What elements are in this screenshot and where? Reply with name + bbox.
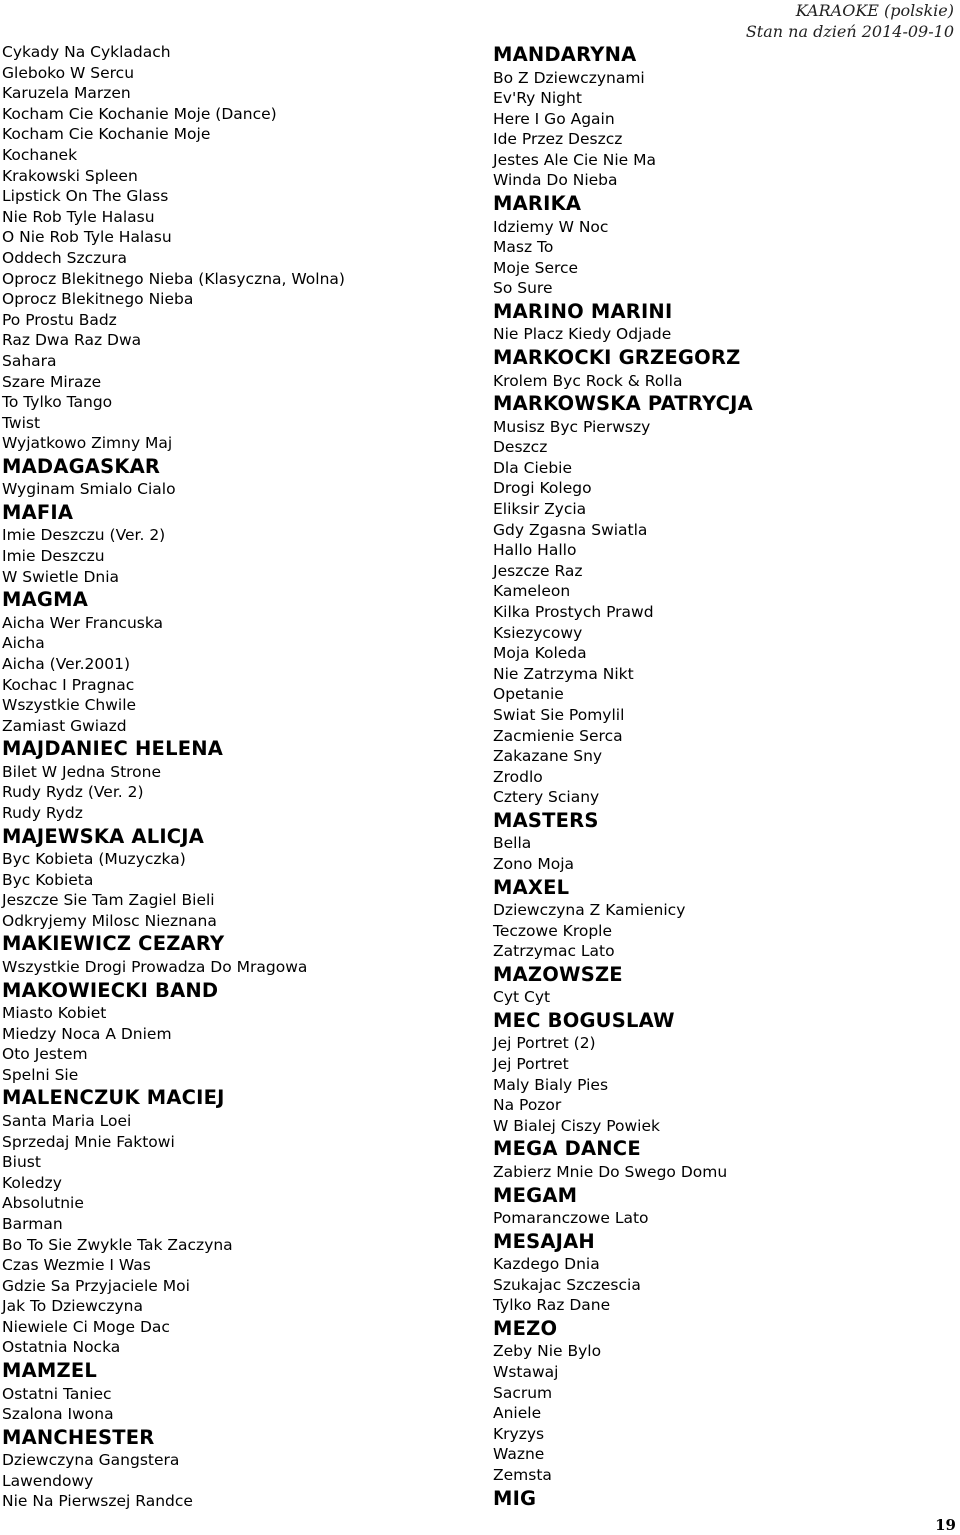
artist-heading: MAMZEL	[2, 1359, 97, 1383]
artist-heading: MAFIA	[2, 500, 74, 524]
song-title: Zatrzymac Lato	[493, 942, 615, 961]
song-title: To Tylko Tango	[2, 393, 113, 412]
song-title: Gleboko W Sercu	[2, 63, 135, 82]
song-title: Odkryjemy Milosc Nieznana	[2, 911, 217, 930]
song-title: Nie Zatrzyma Nikt	[493, 664, 634, 683]
artist-heading: MARINO MARINI	[493, 299, 673, 323]
song-title: Idziemy W Noc	[493, 217, 609, 236]
song-title: Kazdego Dnia	[493, 1255, 600, 1274]
song-title: Wszystkie Drogi Prowadza Do Mragowa	[2, 957, 308, 976]
song-title: Niewiele Ci Moge Dac	[2, 1317, 170, 1336]
song-title: Drogi Kolego	[493, 479, 592, 498]
song-title: Kochac I Pragnac	[2, 675, 135, 694]
artist-heading: MASTERS	[493, 808, 599, 832]
song-title: Kochanek	[2, 145, 78, 164]
song-title: Hallo Hallo	[493, 541, 577, 560]
artist-heading: MANCHESTER	[2, 1425, 155, 1449]
left-column	[2, 42, 472, 1512]
song-title: Wyjatkowo Zimny Maj	[2, 434, 173, 453]
song-title: Imie Deszczu	[2, 547, 105, 566]
song-title: Lipstick On The Glass	[2, 187, 169, 206]
song-title: Na Pozor	[493, 1096, 562, 1115]
song-title: Jej Portret	[493, 1055, 569, 1074]
song-title: O Nie Rob Tyle Halasu	[2, 228, 172, 247]
header-date: Stan na dzień 2014-09-10	[745, 22, 954, 41]
song-title: Kocham Cie Kochanie Moje (Dance)	[2, 104, 277, 123]
artist-heading: MEC BOGUSLAW	[493, 1008, 675, 1032]
song-title: Dziewczyna Gangstera	[2, 1451, 180, 1470]
song-title: Kameleon	[493, 582, 571, 601]
song-title: Ev'Ry Night	[493, 89, 582, 108]
artist-heading: MARKOWSKA PATRYCJA	[493, 392, 753, 416]
song-title: Twist	[2, 413, 41, 432]
song-title: Miedzy Noca A Dniem	[2, 1024, 172, 1043]
song-title: Gdzie Sa Przyjaciele Moi	[2, 1276, 190, 1295]
song-title: Zeby Nie Bylo	[493, 1342, 602, 1361]
song-title: Deszcz	[493, 438, 548, 457]
artist-heading: MAXEL	[493, 875, 570, 899]
song-title: Zrodlo	[493, 767, 543, 786]
right-column	[493, 42, 953, 1511]
song-title: Jeszcze Sie Tam Zagiel Bieli	[2, 891, 215, 910]
song-title: Maly Bialy Pies	[493, 1075, 609, 1094]
song-title: Szare Miraze	[2, 372, 102, 391]
song-title: Sahara	[2, 351, 57, 370]
artist-heading: MAKOWIECKI BAND	[2, 978, 219, 1002]
song-title: Krolem Byc Rock & Rolla	[493, 371, 683, 390]
artist-heading: MEZO	[493, 1316, 558, 1340]
song-title: Gdy Zgasna Swiatla	[493, 520, 648, 539]
song-title: Ksiezycowy	[493, 623, 583, 642]
song-title: Oprocz Blekitnego Nieba	[2, 290, 194, 309]
song-title: Nie Placz Kiedy Odjade	[493, 325, 672, 344]
song-title: Aicha Wer Francuska	[2, 613, 164, 632]
song-title: Zakazane Sny	[493, 747, 603, 766]
song-title: Sprzedaj Mnie Faktowi	[2, 1132, 175, 1151]
song-title: Pomaranczowe Lato	[493, 1209, 649, 1228]
song-title: Ide Przez Deszcz	[493, 130, 623, 149]
song-title: Eliksir Zycia	[493, 500, 587, 518]
song-title: Jej Portret (2)	[493, 1034, 596, 1053]
song-title: Bo To Sie Zwykle Tak Zaczyna	[2, 1235, 233, 1254]
artist-heading: MAGMA	[2, 588, 88, 612]
song-title: Cyt Cyt	[493, 988, 551, 1007]
artist-heading: MIG	[493, 1486, 537, 1510]
song-title: Lawendowy	[2, 1471, 94, 1490]
song-title: Winda Do Nieba	[493, 171, 618, 190]
song-title: Santa Maria Loei	[2, 1111, 132, 1130]
artist-heading: MALENCZUK MACIEJ	[2, 1086, 225, 1110]
song-title: Zemsta	[493, 1465, 552, 1484]
song-title: Czas Wezmie I Was	[2, 1256, 151, 1275]
song-title: Oto Jestem	[2, 1045, 88, 1064]
song-title: Masz To	[493, 238, 554, 257]
song-title: Jak To Dziewczyna	[2, 1297, 143, 1316]
artist-heading: MARIKA	[493, 192, 582, 216]
song-title: Bilet W Jedna Strone	[2, 762, 162, 781]
song-title: So Sure	[493, 279, 553, 298]
page-header	[746, 0, 954, 42]
song-title: Nie Na Pierwszej Randce	[2, 1492, 193, 1511]
song-title: Aicha	[2, 634, 45, 653]
song-title: Jestes Ale Cie Nie Ma	[493, 150, 656, 169]
song-title: Sacrum	[493, 1383, 553, 1402]
song-title: Opetanie	[493, 685, 564, 704]
song-title: Szalona Iwona	[2, 1405, 114, 1424]
song-title: Barman	[2, 1214, 63, 1233]
artist-heading: MAKIEWICZ CEZARY	[2, 932, 225, 956]
song-title: Zabierz Mnie Do Swego Domu	[493, 1162, 728, 1181]
song-title: Szukajac Szczescia	[493, 1275, 641, 1294]
artist-heading: MANDARYNA	[493, 43, 637, 66]
song-title: Rudy Rydz (Ver. 2)	[2, 783, 144, 802]
song-title: Absolutnie	[2, 1194, 84, 1213]
artist-heading: MAJDANIEC HELENA	[2, 737, 224, 761]
song-title: Wyginam Smialo Cialo	[2, 480, 176, 499]
song-title: Bo Z Dziewczynami	[493, 68, 645, 87]
song-title: Moje Serce	[493, 258, 579, 277]
song-title: Wazne	[493, 1445, 545, 1464]
artist-heading: MAZOWSZE	[493, 962, 623, 986]
song-title: Imie Deszczu (Ver. 2)	[2, 526, 166, 545]
song-title: Oddech Szczura	[2, 248, 128, 267]
song-title: Moja Koleda	[493, 644, 587, 663]
song-title: Rudy Rydz	[2, 804, 83, 822]
song-title: Oprocz Blekitnego Nieba (Klasyczna, Wolna)	[2, 269, 345, 288]
song-title: Kryzys	[493, 1424, 545, 1443]
song-title: Aicha (Ver.2001)	[2, 654, 131, 673]
song-title: W Bialej Ciszy Powiek	[493, 1116, 660, 1135]
artist-heading: MESAJAH	[493, 1229, 595, 1253]
song-title: Dla Ciebie	[493, 458, 573, 477]
song-title: Karuzela Marzen	[2, 84, 131, 103]
song-title: Koledzy	[2, 1173, 62, 1192]
artist-heading: MAJEWSKA ALICJA	[2, 824, 205, 848]
song-title: Aniele	[493, 1404, 542, 1423]
song-title: Kilka Prostych Prawd	[493, 602, 654, 621]
page-number: 19	[935, 1516, 956, 1534]
song-title: Zacmienie Serca	[493, 726, 623, 745]
song-title: Ostatnia Nocka	[2, 1338, 121, 1357]
song-title: W Swietle Dnia	[2, 567, 120, 586]
song-title: Raz Dwa Raz Dwa	[2, 331, 142, 350]
artist-heading: MARKOCKI GRZEGORZ	[493, 346, 741, 370]
song-title: Teczowe Krople	[493, 921, 613, 940]
song-title: Po Prostu Badz	[2, 310, 117, 329]
header-title: KARAOKE (polskie)	[795, 1, 954, 20]
song-title: Ostatni Taniec	[2, 1384, 112, 1403]
song-title: Here I Go Again	[493, 109, 615, 128]
song-title: Musisz Byc Pierwszy	[493, 417, 651, 436]
song-title: Zono Moja	[493, 855, 574, 873]
song-title: Zamiast Gwiazd	[2, 716, 127, 735]
song-title: Wstawaj	[493, 1363, 559, 1381]
song-title: Byc Kobieta (Muzyczka)	[2, 850, 186, 869]
song-title: Nie Rob Tyle Halasu	[2, 207, 155, 226]
song-title: Byc Kobieta	[2, 870, 94, 889]
artist-heading: MADAGASKAR	[2, 454, 161, 478]
song-title: Jeszcze Raz	[493, 561, 583, 580]
artist-heading: MEGAM	[493, 1183, 578, 1207]
song-title: Dziewczyna Z Kamienicy	[493, 901, 686, 920]
song-title: Tylko Raz Dane	[493, 1296, 611, 1315]
song-title: Spelni Sie	[2, 1065, 79, 1084]
song-title: Krakowski Spleen	[2, 166, 138, 185]
song-title: Bella	[493, 834, 532, 853]
song-title: Kocham Cie Kochanie Moje	[2, 125, 211, 144]
song-title: Wszystkie Chwile	[2, 696, 137, 715]
song-title: Cykady Na Cykladach	[2, 43, 171, 61]
song-title: Cztery Sciany	[493, 788, 600, 807]
song-title: Swiat Sie Pomylil	[493, 705, 625, 724]
song-title: Miasto Kobiet	[2, 1004, 107, 1023]
song-title: Biust	[2, 1153, 41, 1172]
artist-heading: MEGA DANCE	[493, 1137, 641, 1161]
